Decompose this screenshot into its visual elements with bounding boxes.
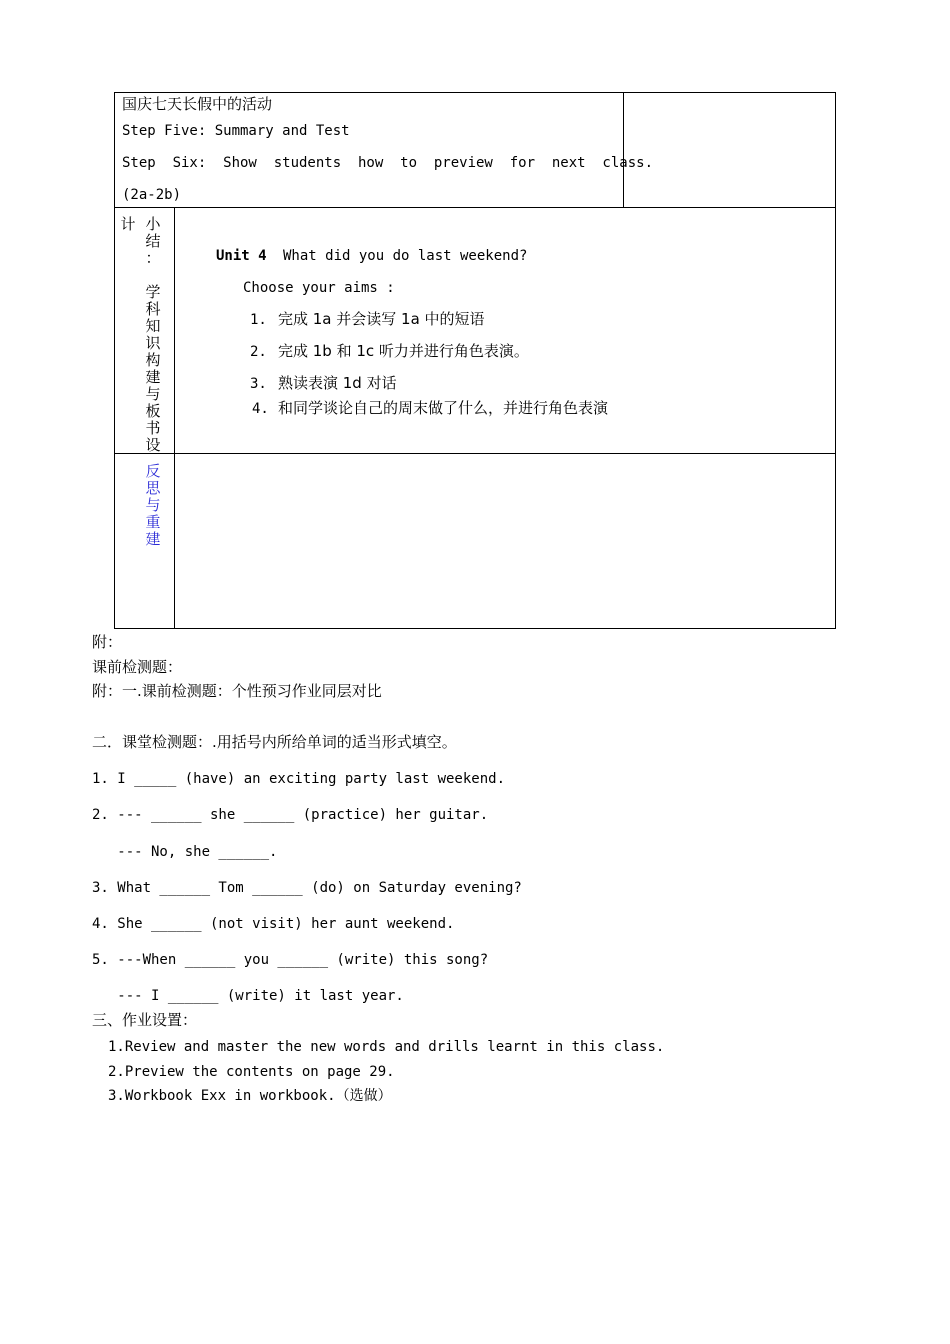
sidebar-char-ji: 计 [120,215,136,233]
question-line: 2. --- ______ she ______ (practice) her guitar. [92,807,489,823]
summary-char: 小 [145,215,161,233]
summary-char: 建 [145,368,161,386]
summary-char: 与 [145,385,161,403]
summary-char: ： [145,249,161,267]
summary-label [144,216,162,454]
reflect-char: 反 [145,462,161,480]
aim-text: 完成 1b 和 1c 听力并进行角色表演。 [278,342,529,360]
top-cell-range: (2a-2b) [122,187,182,203]
class-test-title: 二．课堂检测题：.用括号内所给单词的适当形式填空。 [92,733,457,751]
aim-number: 3. [250,376,267,392]
board-unit-label: Unit 4 [216,248,267,264]
question-line: --- I ______ (write) it last year. [92,988,404,1004]
summary-char [144,267,162,284]
homework-item: 1.Review and master the new words and drills learnt in this class. [108,1039,665,1055]
label-column-divider [174,207,175,629]
summary-char: 科 [145,300,161,318]
aims-label: Choose your aims : [243,280,395,296]
reflect-label [144,463,162,548]
question-line: --- No, she ______. [92,844,278,860]
aim-number: 4. [252,401,269,417]
summary-char: 知 [145,317,161,335]
aim-text: 完成 1a 并会读写 1a 中的短语 [278,310,485,328]
reflect-char: 与 [145,496,161,514]
homework-title: 三、作业设置： [92,1011,198,1029]
summary-char: 构 [145,351,161,369]
reflect-char: 思 [145,479,161,497]
aim-text: 和同学谈论自己的周末做了什么，并进行角色表演 [278,399,609,417]
top-row-divider [623,92,624,208]
aim-number: 1. [250,312,267,328]
row-border-2 [114,453,836,454]
question-line: 5. ---When ______ you ______ (write) this song? [92,952,489,968]
summary-char: 识 [145,334,161,352]
question-line: 1. I _____ (have) an exciting party last weekend. [92,771,506,787]
summary-char: 板 [145,402,161,420]
appendix-fu-one: 附：一.课前检测题：个性预习作业同层对比 [92,682,382,700]
top-cell-line1: 国庆七天长假中的活动 [122,95,273,113]
lesson-table [114,92,836,629]
summary-char: 设 [145,436,161,454]
summary-char: 学 [145,283,161,301]
appendix-fu: 附： [92,633,123,651]
summary-char: 结 [145,232,161,250]
aim-text: 熟读表演 1d 对话 [278,374,397,392]
aim-number: 2. [250,344,267,360]
appendix-pre-test: 课前检测题： [92,658,183,676]
top-cell-step-five: Step Five: Summary and Test [122,123,350,139]
homework-item: 3.Workbook Exx in workbook.（选做） [108,1088,392,1104]
row-border-1 [114,207,836,208]
board-unit-title: What did you do last weekend? [283,248,528,264]
top-cell-step-six: Step Six: Show students how to preview for next class. [122,155,654,171]
summary-char: 书 [145,419,161,437]
homework-item: 2.Preview the contents on page 29. [108,1064,395,1080]
question-line: 3. What ______ Tom ______ (do) on Saturday evening? [92,880,522,896]
question-line: 4. She ______ (not visit) her aunt weekend. [92,916,455,932]
reflect-char: 建 [145,530,161,548]
reflect-char: 重 [145,513,161,531]
